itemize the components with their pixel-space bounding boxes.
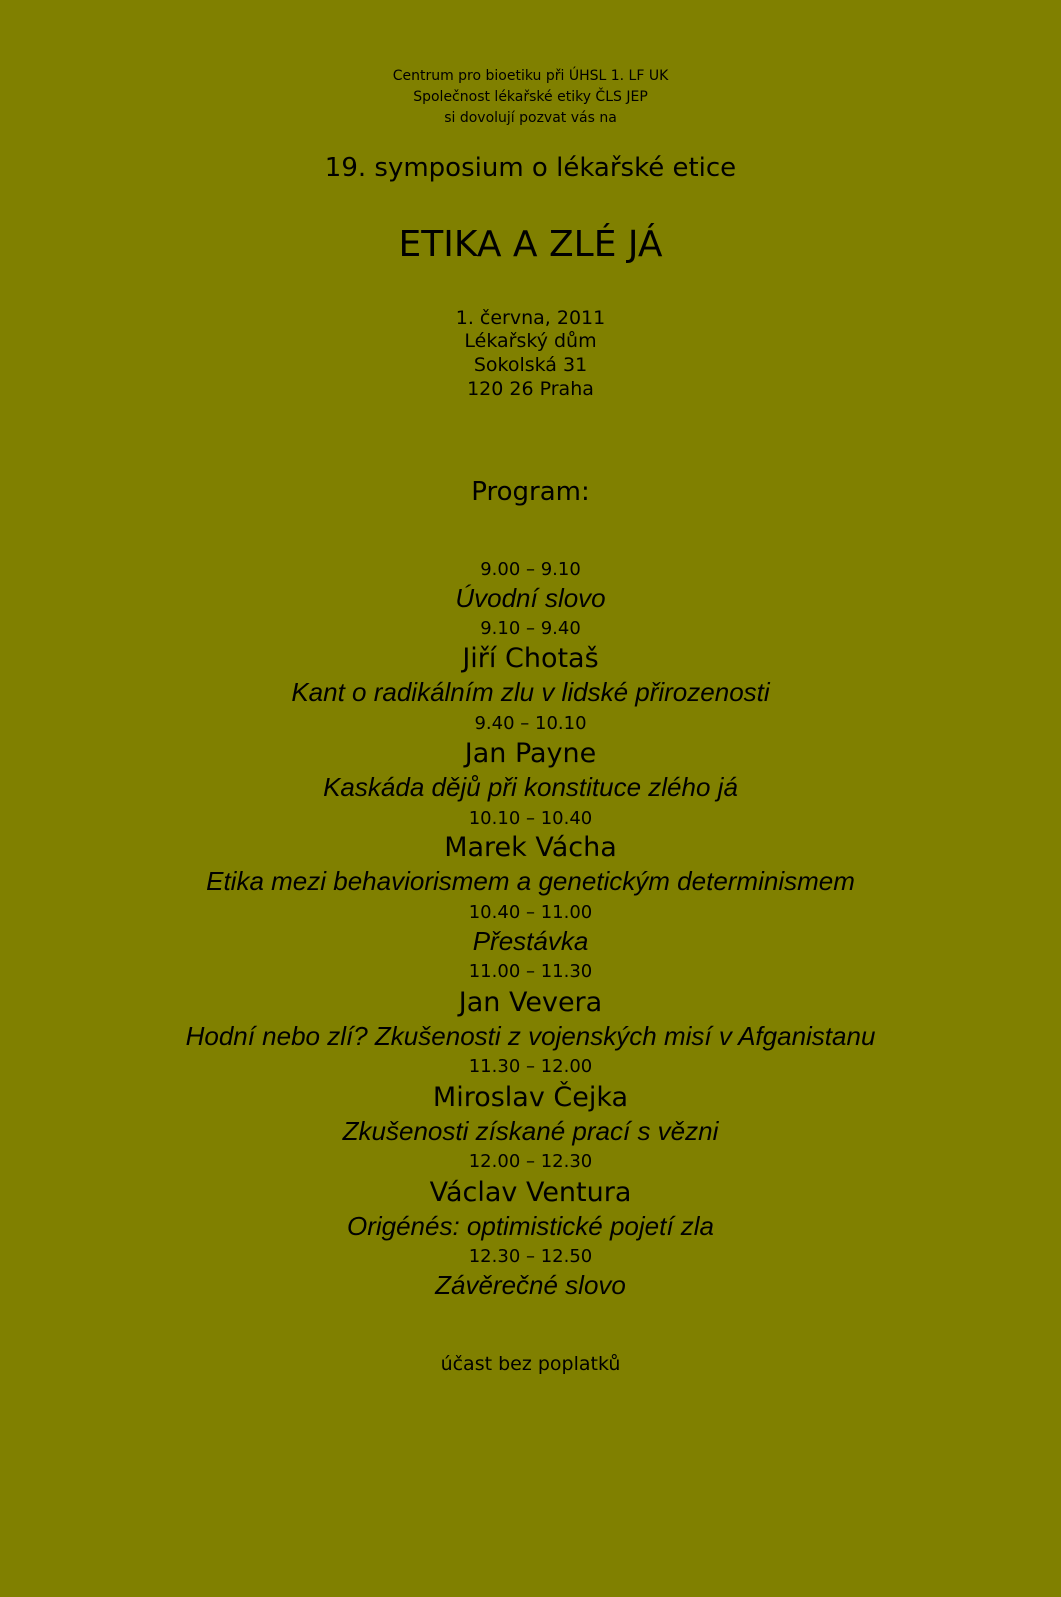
event-city: 120 26 Praha xyxy=(467,378,594,400)
program-title: Zkušenosti získané prací s vězni xyxy=(342,1116,719,1146)
program-time: 12.30 – 12.50 xyxy=(468,1246,593,1267)
program-time: 11.30 – 12.00 xyxy=(468,1056,593,1077)
organizer-line-1: Centrum pro bioetiku při ÚHSL 1. LF UK xyxy=(392,68,669,84)
program-title: Etika mezi behaviorismem a genetickým determinismem xyxy=(206,866,855,896)
program-title: Závěrečné slovo xyxy=(435,1270,626,1300)
event-venue: Lékařský dům xyxy=(464,330,597,352)
program-speaker: Jan Payne xyxy=(464,738,597,769)
invitation-line: si dovolují pozvat vás na xyxy=(444,110,617,126)
program-title: Origénés: optimistické pojetí zla xyxy=(346,1211,715,1241)
program-speaker: Marek Vácha xyxy=(444,832,617,863)
organizer-line-2: Společnost lékařské etiky ČLS JEP xyxy=(413,89,648,105)
program-speaker: Miroslav Čejka xyxy=(432,1082,629,1113)
program-title: Kant o radikálním zlu v lidské přirozenosti xyxy=(291,677,770,707)
program-heading: Program: xyxy=(471,477,590,507)
program-title: Kaskáda dějů při konstituce zlého já xyxy=(323,772,738,802)
program-title: Úvodní slovo xyxy=(455,583,606,613)
program-speaker: Jan Vevera xyxy=(458,987,603,1018)
event-street: Sokolská 31 xyxy=(473,354,588,376)
program-time: 10.40 – 11.00 xyxy=(468,902,593,923)
event-date: 1. června, 2011 xyxy=(455,307,606,329)
event-subtitle: 19. symposium o lékařské etice xyxy=(324,153,737,183)
event-title: ETIKA A ZLÉ JÁ xyxy=(398,224,663,265)
fee-note: účast bez poplatků xyxy=(440,1353,621,1375)
program-time: 12.00 – 12.30 xyxy=(468,1151,593,1172)
program-title: Přestávka xyxy=(472,926,589,956)
program-speaker: Václav Ventura xyxy=(429,1177,632,1208)
program-time: 9.00 – 9.10 xyxy=(480,559,581,580)
program-time: 11.00 – 11.30 xyxy=(468,961,593,982)
program-speaker: Jiří Chotaš xyxy=(462,643,599,674)
program-time: 9.10 – 9.40 xyxy=(480,618,581,639)
program-time: 9.40 – 10.10 xyxy=(474,713,587,734)
program-title: Hodní nebo zlí? Zkušenosti z vojenských misí v Afganistanu xyxy=(185,1021,876,1051)
program-time: 10.10 – 10.40 xyxy=(468,808,593,829)
